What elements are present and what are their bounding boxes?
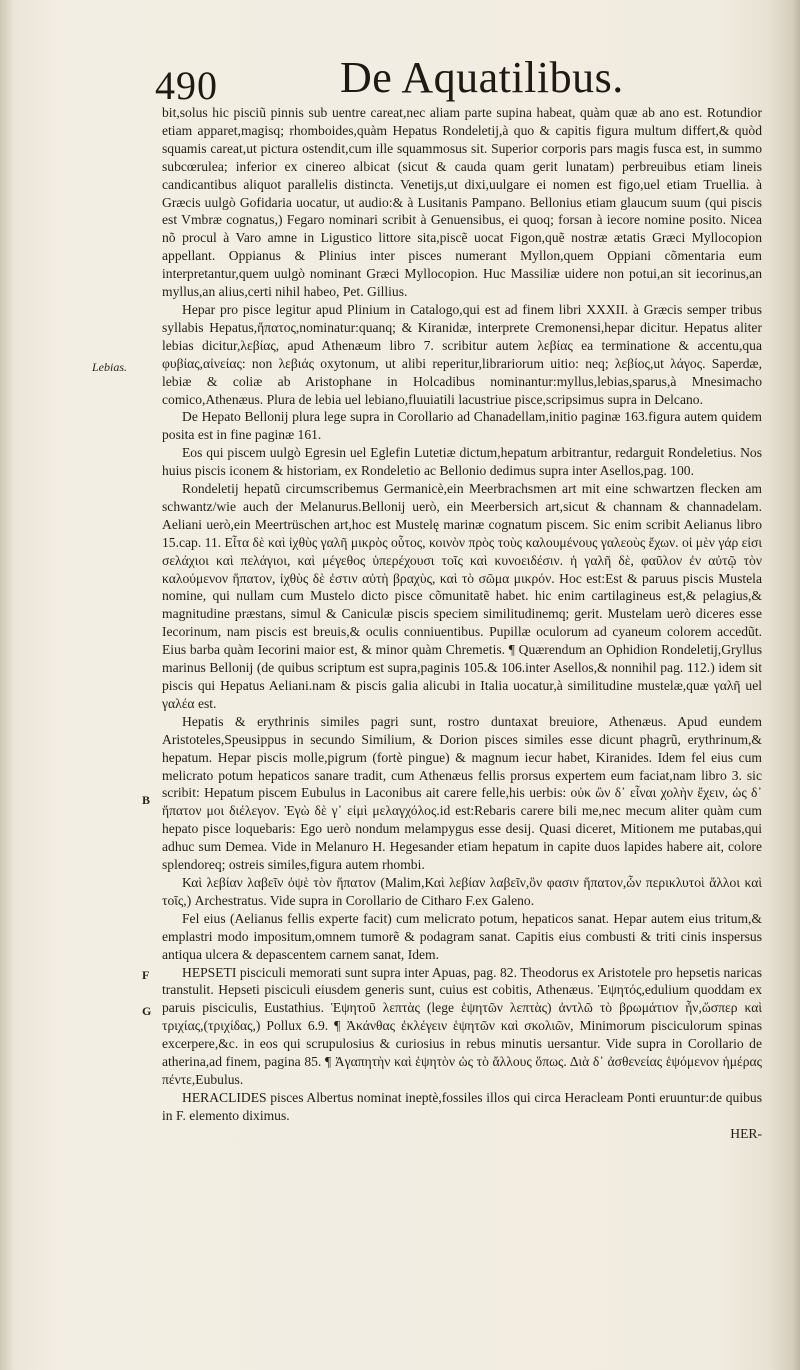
body-text <box>162 104 762 1214</box>
margin-letter-g: G <box>142 1004 152 1018</box>
running-title: De Aquatilibus. <box>340 53 624 102</box>
page-number: 490 <box>155 63 218 108</box>
margin-letter-f: F <box>142 968 150 982</box>
paragraph: Rondeletij hepatũ circumscribemus Germanicè,ein Meerbrachsmen art mit eine schwartzen flecken am schwantz/wie auch der Melanurus.Bellonij uerò, ein Meerbersich art,sicut & channam & channadelam. Aeliani uerò,ein Meertrüschen art,hoc est Mustelę marinæ cognatum piscem. Sic enim scribit Aelianus libro 15.cap. 11. Εἶτα δὲ καὶ ἰχθὺς γαλῆ μικρὸς οὗτος, κοινὸν πρὸς τοὺς καλουμένους γαλεοὺς ἔχων. οἱ μὲν γάρ εἰσι σελάχιοι καὶ πελάγιοι, καὶ μέγεθος ὑπερέχουσι τοῖς καὶ κυνοειδέσιν. ἡ γαλῆ δὲ, φαῦλον ἐν αὐτῷ τὸν καλούμενον ἥπατον, ἰχθὺς δὲ ἐστιν αὐτὴ βραχὺς, καὶ τὸ σῶμα μικρόν. Hoc est:Est & paruus piscis Mustela nomine, qui nullam cum Mustelo dicto pisce cõmunitatẽ habet. hic enim cartilagineus est,& pelagius,& magnitudine præstans, simul & Caniculæ piscis speciem similitudinemq; gerit. Mustelam uerò diceres esse Iecorinum, nam piscis est breuis,& oculis conniuentibus. Pupillæ oculorum ad cyaneum colorem accedũt. Eius barba quàm Iecorini maior est, & minor quàm Chremetis. ¶ Quærendum an Ophidion Rondeletij,Gryllus marinus Bellonij (de quibus scriptum est supra,paginis 105.& 106.inter Asellos,& nonnihil pag. 112.) idem sit piscis qui Hepatus Aeliani.nam & piscis galia alicubi in Italia uocatur,à similitudine mustelæ,quæ γαλῆ uel γαλέα est. <box>162 481 763 711</box>
page-edge-shadow <box>770 0 800 1370</box>
margin-note-lebias: Lebias. <box>92 360 128 374</box>
paragraph: HEPSETI pisciculi memorati sunt supra inter Apuas, pag. 82. Theodorus ex Aristotele pro hepsetis naricas transtulit. Hepseti pisciculi eiusdem generis sunt, cuius est cobitis, Athenæus. Ἑψητός,edulium quoddam ex paruis pisciculis, Eustathius. Ἑψητοῦ λεπτὰς (lege ἑψητῶν λεπτὰς) ἀντλῶ τὸ βρωμάτιον ἦν,ὥσπερ καὶ τριχίας,(τριχίδας,) Pollux 6.9. ¶ Ἀκάνθας ἐκλέγειν ἑψητῶν καὶ σκολιῶν, Minimorum pisciculorum spinas excerpere,&c. in eos qui scrupulosius & curiosius in rebus minutis uersantur. Vide supra in Corollario de atherina,ad finem, pagina 85. ¶ Ἀγαπητὴν καὶ ἑψητὸν ὡς τὸ ἄλλους ὅπως. Διὰ δ᾽ ἀσθενείας ἑψόμενον ἡμέρας πέντε,Eubulus. <box>162 964 762 1087</box>
margin-letter-b: B <box>142 793 151 807</box>
paragraph: Eos qui piscem uulgò Egresin uel Eglefin Lutetiæ dictum,hepatum arbitrantur, redarguit Rondeletius. Nos huius piscis iconem & historiam, ex Rondeletio ac Bellonio dedimus supra inter Asellos,pag. 100. <box>162 445 762 479</box>
paragraph: De Hepato Bellonij plura lege supra in Corollario ad Chanadellam,initio paginæ 163.figura autem quidem posita est in fine paginæ 161. <box>162 409 762 443</box>
paragraph: Καὶ λεβίαν λαβεῖν ὀψὲ τὸν ἥπατον (Malim,Καὶ λεβίαν λαβεῖν,ὃν φασιν ἥπατον,ὧν περικλυτοὶ ἄλλοι καὶ τοῖς,) Archestratus. Vide supra in Corollario de Citharo F.ex Galeno. <box>162 874 762 908</box>
paragraph: HERACLIDES pisces Albertus nominat ineptè,fossiles illos qui circa Heracleam Ponti eruuntur:de quibus in F. elemento diximus. <box>162 1089 762 1123</box>
catchword: HER- <box>730 1125 762 1141</box>
paragraph: Hepatis & erythrinis similes pagri sunt, rostro duntaxat breuiore, Athenæus. Apud eundem Aristoteles,Speusippus in secundo Similium, & Dorion pisces similes esse dicunt phagrũ, erythrinum,& hepatum. Hepar piscis molle,pigrum (fortè pingue) & magnum iecur habet, Kiranides. Idem fel eius cum melicrato potum hepaticos sanare tradit, cum Athenæus fellis prorsus expertem eum faciat,nam libro 3. sic scribit: Hepatum piscem Eubulus in Laconibus ait carere felle,his uerbis: οὐκ ὢν δ᾽ εἶναι χολὴν ἔχειν, ὡς δ᾽ ἥπατον μοι διέλεγον. Ἐγὼ δὲ γ᾽ εἰμὶ μελαγχόλος.id est:Rebaris carere bili me,nec mecum aliter quàm cum hepato pisce loquebaris: Ego uerò nondum melampygus esse desij. Quasi diceret, Mitionem me putabas,qui adhuc sum Demea. Vide in Melanuro H. Hegesander etiam hepatum in capite duos lapides habere ait, colore splendoreq; ostreis similes,figura autem rhombi. <box>162 713 762 873</box>
paragraph: bit,solus hic pisciũ pinnis sub uentre careat,nec aliam parte supina habeat, quàm quæ ab ano est. Rotundior etiam apparet,magisq; rhomboides,quàm Hepatus Rondeletij,à quo & capitis figura multum differt,& quòd squamis careat,ut pictura ostendit,cum ille squammosus sit. Superior corporis pars magis fusca est, in summo subcœrulea; inferior ex cinereo albicat (sicut & cauda quam gerit lunatam) perbreuibus etiam lineis candicantibus aliquot parallelis distincta. Venetijs,ut dixi,uulgare ei nomen est figo,uel etiam Truellia. à Græcis uulgò Gofidaria uocatur, ut audio:& à Lusitanis Pampano. Bellonius etiam glaucum suum (qui piscis est Vmbræ cognatus,) Fegaro nominari scribit à Genuensibus, ei quoq; forsan à iecore nomine posito. Nicea nõ procul à Varo amne in Ligustico littore sita,piscẽ uocat Figon,quẽ nostræ ætatis Græci Myllocopion appellant. Oppianus & Plinius inter pisces numerant Myllon,quem Oppiani cõmentaria eum interpretantur,quem uulgò nominant Græci Myllocopion. Huc Massiliæ uidere non potui,an sit iecorinus,an myllus,an alius,certi nihil habeo, Pet. Gillius. <box>162 105 762 300</box>
paragraph: Hepar pro pisce legitur apud Plinium in Catalogo,qui est ad finem libri XXXII. à Græcis semper tribus syllabis Hepatus,ἥπατος,nominatur:quanq; & Kiranidæ, interprete Cremonensi,hepar dicitur. Hepatus aliter lebias dicitur,λεβίας, apud Athenæum libro 7. scribitur autem λεβίας ea terminatione & accentu,qua φυβίας,αἰνείας: non λεβιάς oxytonum, ut alibi reperitur,librariorum uitio: neq; λεβίος,ut λάγος. Saperdæ, lebiæ & coliæ ab Aristophane in Holcadibus nominantur:myllus,lebias,sparus,à Mnesimacho comico,Athenæus. Plura de lebia uel lebiano,fluuiatili lacustriue pisce,scripsimus supra in Delcano. <box>162 301 762 407</box>
paragraph: Fel eius (Aelianus fellis experte facit) cum melicrato potum, hepaticos sanat. Hepar autem eius tritum,& emplastri modo impositum,omnem tumorẽ & podagram sanat. Capitis eius combusti & triti cinis inspersus antiqua ulcera & depascentem carnem sanat, Idem. <box>162 910 762 962</box>
page-header <box>155 52 755 108</box>
